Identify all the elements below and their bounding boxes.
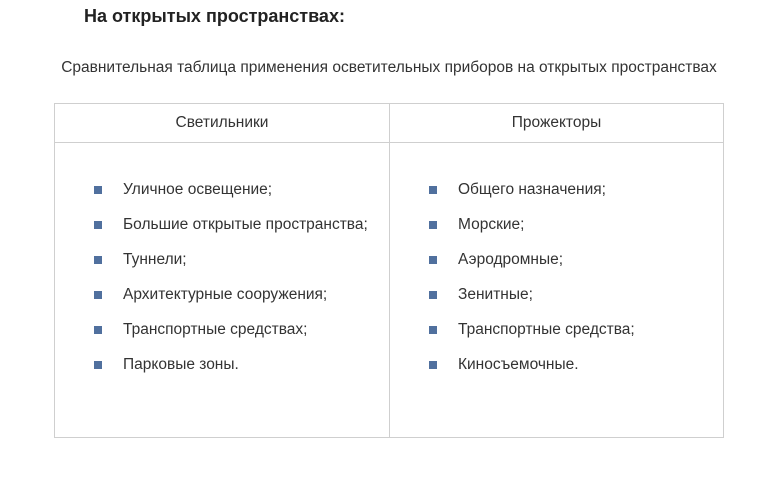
list-item — [428, 353, 713, 377]
column-header-projectors: Прожекторы — [390, 104, 723, 143]
list-item — [428, 213, 713, 237]
list-item — [428, 318, 713, 342]
comparison-table — [54, 103, 724, 438]
square-bullet-icon — [429, 221, 437, 229]
list-item — [93, 248, 379, 272]
square-bullet-icon — [94, 221, 102, 229]
square-bullet-icon — [429, 186, 437, 194]
list-item — [93, 178, 379, 202]
list-item-label: Архитектурные сооружения; — [123, 286, 328, 303]
list-item-label: Туннели; — [123, 251, 187, 268]
square-bullet-icon — [429, 291, 437, 299]
projectors-list — [428, 178, 713, 388]
list-item — [428, 283, 713, 307]
section-heading: На открытых пространствах: — [84, 6, 345, 26]
list-item-label: Большие открытые пространства; — [123, 216, 368, 233]
square-bullet-icon — [94, 326, 102, 334]
list-item-label: Уличное освещение; — [123, 181, 273, 198]
list-item — [93, 213, 379, 237]
square-bullet-icon — [94, 256, 102, 264]
list-item-label: Аэродромные; — [458, 251, 564, 268]
list-item-label: Транспортные средства; — [458, 321, 635, 338]
list-item-label: Транспортные средствах; — [123, 321, 308, 338]
list-item-label: Зенитные; — [458, 286, 533, 303]
table-column-projectors — [390, 104, 723, 437]
square-bullet-icon — [94, 291, 102, 299]
square-bullet-icon — [429, 361, 437, 369]
table-column-luminaires — [55, 104, 390, 437]
square-bullet-icon — [429, 326, 437, 334]
list-item-label: Киносъемочные. — [458, 356, 579, 373]
list-item — [428, 248, 713, 272]
luminaires-list — [93, 178, 379, 388]
list-item — [93, 318, 379, 342]
list-item-label: Парковые зоны. — [123, 356, 239, 373]
table-caption: Сравнительная таблица применения осветительных приборов на открытых пространствах — [61, 59, 717, 76]
column-header-luminaires: Светильники — [55, 104, 389, 143]
list-item — [93, 353, 379, 377]
square-bullet-icon — [94, 186, 102, 194]
square-bullet-icon — [94, 361, 102, 369]
square-bullet-icon — [429, 256, 437, 264]
list-item — [93, 283, 379, 307]
list-item — [428, 178, 713, 202]
list-item-label: Общего назначения; — [458, 181, 606, 198]
list-item-label: Морские; — [458, 216, 525, 233]
